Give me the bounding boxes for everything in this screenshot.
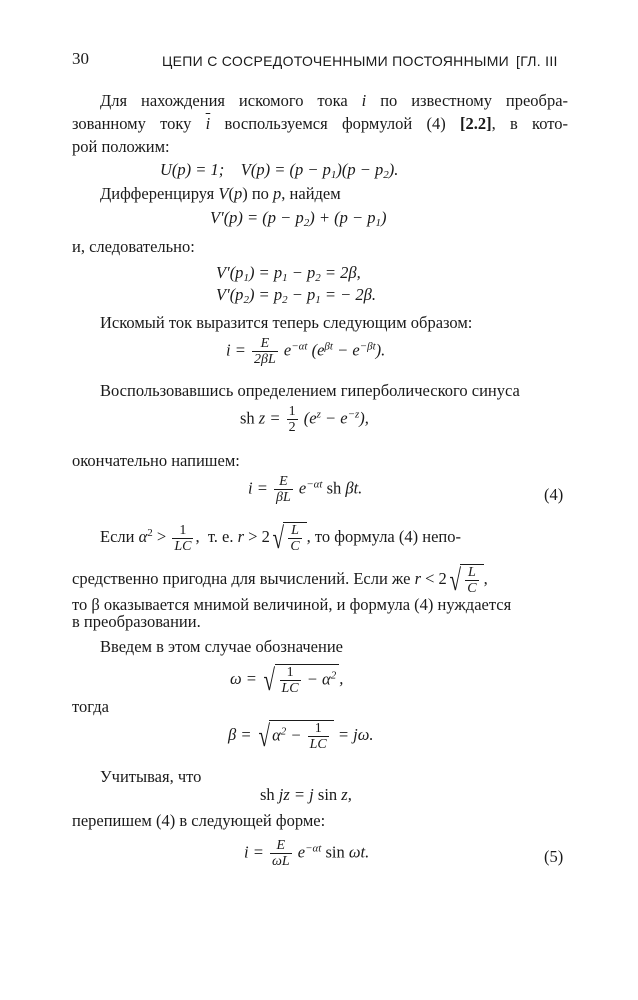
paragraph-line: Воспользовавшись определением гиперболического синуса (100, 381, 520, 400)
paragraph-line: Дифференцируя V(p) по p, найдем (100, 184, 341, 203)
paragraph-line: Учитывая, что (100, 767, 202, 786)
paragraph-line: Искомый ток выразится теперь следующим образом: (100, 313, 473, 332)
paragraph-line: перепишем (4) в следующей форме: (72, 811, 326, 830)
equation-number: (5) (544, 847, 564, 866)
paragraph-line: Введем в этом случае обозначение (100, 637, 343, 656)
equation-current-1: i = $\frac{E}{2\beta L}$ $e^{-\alpha t}$ $(e^{\beta t} - e^{-\beta t})$. (226, 336, 386, 367)
equation-sh: sh z = $\frac{1}{2}$ $(e^z - e^{-z})$, (240, 404, 369, 435)
equation-derivative: $V'(p) = (p - p_2) + (p - p_1)$ (210, 208, 387, 229)
paragraph-line: зованному току $\overline{i}$ воспользуемся формулой (4) [2.2], в кото- (72, 114, 568, 133)
equation-vp1: $V'(p_1) = p_1 - p_2 = 2\beta$, (216, 263, 361, 284)
equation-current-sin: i = $\frac{E}{\omega L}$ $e^{-\alpha t}$ sin ωt. (244, 838, 370, 869)
chapter-label: [ГЛ. III (516, 53, 558, 69)
paragraph-line: рой положим: (72, 137, 170, 156)
paragraph-line: Для нахождения искомого тока i по известному преобра- (100, 91, 569, 110)
paragraph-line: окончательно напишем: (72, 451, 240, 470)
equation-vp2: $V'(p_2) = p_2 - p_1$ = − 2β. (216, 285, 376, 306)
equation-shjz: sh jz = j sin z, (260, 785, 352, 804)
paragraph-line: в преобразовании. (72, 612, 201, 631)
paragraph-line: тогда (72, 697, 109, 716)
equation-omega: ω = √ $\frac{1}{LC}$ − $\alpha^2$ , (230, 663, 344, 697)
paragraph-line: Если $\alpha^2$ > $\frac{1}{LC}$ , т. е. r > 2√ $\frac{L}{C}$ , то формула (4) непо- (100, 521, 461, 555)
running-title: ЦЕПИ С СОСРЕДОТОЧЕННЫМИ ПОСТОЯННЫМИ (162, 53, 510, 69)
paragraph-line: средственно пригодна для вычислений. Если же r < 2√ $\frac{L}{C}$ , (72, 563, 488, 597)
equation-number: (4) (544, 485, 564, 504)
equation-current-sh: i = $\frac{E}{\beta L}$ $e^{-\alpha t}$ sh βt. (248, 474, 363, 505)
equation-beta: β = √ $\alpha^2$ − $\frac{1}{LC}$ = jω. (228, 719, 374, 753)
paragraph-line: и, следовательно: (72, 237, 195, 256)
page-number: 30 (72, 49, 89, 68)
paragraph-line: то β оказывается мнимой величиной, и формула (4) нуждается (72, 595, 512, 614)
equation-u-v: U(p) = 1; $V(p) = (p - p_1)(p - p_2)$. (160, 160, 399, 181)
